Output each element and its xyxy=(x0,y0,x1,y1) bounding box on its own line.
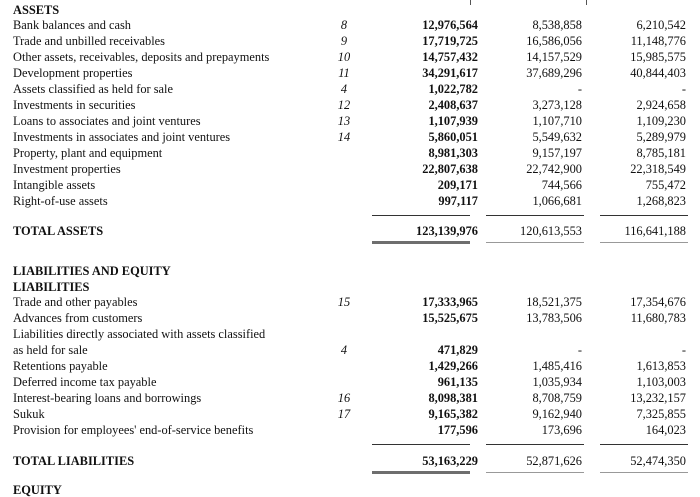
row-value-current: 1,022,782 xyxy=(428,82,478,96)
row-value-prior: 173,696 xyxy=(541,423,582,437)
row-note-ref: 10 xyxy=(337,50,351,64)
row-value-opening: 22,318,549 xyxy=(630,162,686,176)
total-liabilities-opening: 52,474,350 xyxy=(630,454,686,468)
total-rule xyxy=(486,472,584,473)
row-value-opening: 1,109,230 xyxy=(636,114,686,128)
row-label: Investments in securities xyxy=(13,98,136,112)
row-value-prior: 8,708,759 xyxy=(532,391,582,405)
row-label: Property, plant and equipment xyxy=(13,146,163,160)
row-value-prior: 5,549,632 xyxy=(532,130,582,144)
row-label: Assets classified as held for sale xyxy=(13,82,174,96)
row-value-prior: 14,157,529 xyxy=(526,50,582,64)
row-value-prior: 1,107,710 xyxy=(532,114,582,128)
row-label: Trade and unbilled receivables xyxy=(13,34,165,48)
row-label: Liabilities directly associated with assets classified xyxy=(13,327,266,341)
row-value-prior: 1,066,681 xyxy=(532,194,582,208)
row-label: Sukuk xyxy=(13,407,45,421)
total-rule xyxy=(486,242,584,243)
row-value-opening: 5,289,979 xyxy=(636,130,686,144)
liabilities-heading: LIABILITIES xyxy=(13,280,90,294)
total-assets-label: TOTAL ASSETS xyxy=(13,224,104,238)
total-rule xyxy=(600,242,688,243)
row-note-ref: 15 xyxy=(337,295,351,309)
subtotal-rule xyxy=(600,444,688,445)
row-value-prior: 1,485,416 xyxy=(532,359,582,373)
row-value-opening: 11,148,776 xyxy=(630,34,686,48)
row-value-opening: 15,985,575 xyxy=(630,50,686,64)
row-label: Intangible assets xyxy=(13,178,96,192)
row-value-current: 17,719,725 xyxy=(422,34,478,48)
row-label: Provision for employees' end-of-service benefits xyxy=(13,423,254,437)
row-note-ref: 8 xyxy=(340,18,348,32)
subtotal-rule xyxy=(372,215,470,216)
row-value-opening: 7,325,855 xyxy=(636,407,686,421)
total-assets-current: 123,139,976 xyxy=(416,224,478,238)
row-value-opening: 1,268,823 xyxy=(636,194,686,208)
row-label: Right-of-use assets xyxy=(13,194,108,208)
column-divider-tick xyxy=(470,0,471,5)
row-label: Other assets, receivables, deposits and prepayments xyxy=(13,50,270,64)
row-note-ref: 11 xyxy=(338,66,350,80)
row-value-current: 471,829 xyxy=(437,343,478,357)
row-value-current: 34,291,617 xyxy=(422,66,478,80)
row-value-current: 12,976,564 xyxy=(422,18,478,32)
row-value-current: 1,429,266 xyxy=(428,359,478,373)
total-rule xyxy=(600,472,688,473)
row-note-ref: 14 xyxy=(337,130,351,144)
row-value-opening: 6,210,542 xyxy=(636,18,686,32)
total-assets-opening: 116,641,188 xyxy=(624,224,686,238)
subtotal-rule xyxy=(600,215,688,216)
row-value-opening: - xyxy=(681,343,686,357)
row-note-ref: 16 xyxy=(337,391,351,405)
row-label: Trade and other payables xyxy=(13,295,138,309)
subtotal-rule xyxy=(486,215,584,216)
column-divider-tick xyxy=(586,0,587,5)
row-label: Advances from customers xyxy=(13,311,143,325)
row-value-prior: 1,035,934 xyxy=(532,375,582,389)
row-label: Interest-bearing loans and borrowings xyxy=(13,391,202,405)
row-value-prior: - xyxy=(577,343,582,357)
total-liabilities-current: 53,163,229 xyxy=(422,454,478,468)
row-value-prior: 3,273,128 xyxy=(532,98,582,112)
row-value-prior: 22,742,900 xyxy=(526,162,582,176)
total-liabilities-label: TOTAL LIABILITIES xyxy=(13,454,135,468)
row-label: Development properties xyxy=(13,66,133,80)
row-value-current: 17,333,965 xyxy=(422,295,478,309)
row-value-opening: - xyxy=(681,82,686,96)
total-double-rule xyxy=(372,471,470,474)
row-label: Loans to associates and joint ventures xyxy=(13,114,201,128)
row-note-ref: 4 xyxy=(340,343,348,357)
row-value-prior: 744,566 xyxy=(541,178,582,192)
row-value-prior: 37,689,296 xyxy=(526,66,582,80)
row-value-opening: 1,103,003 xyxy=(636,375,686,389)
row-note-ref: 9 xyxy=(340,34,348,48)
row-value-opening: 40,844,403 xyxy=(630,66,686,80)
row-label: Deferred income tax payable xyxy=(13,375,157,389)
row-note-ref: 13 xyxy=(337,114,351,128)
row-label: Retentions payable xyxy=(13,359,108,373)
row-value-prior: 9,157,197 xyxy=(532,146,582,160)
liabilities-equity-heading: LIABILITIES AND EQUITY xyxy=(13,264,171,278)
subtotal-rule xyxy=(372,444,470,445)
row-value-current: 1,107,939 xyxy=(428,114,478,128)
row-value-opening: 8,785,181 xyxy=(636,146,686,160)
row-value-current: 15,525,675 xyxy=(422,311,478,325)
row-value-opening: 13,232,157 xyxy=(630,391,686,405)
row-value-current: 961,135 xyxy=(437,375,478,389)
row-value-current: 8,098,381 xyxy=(428,391,478,405)
row-label: Investment properties xyxy=(13,162,121,176)
row-value-opening: 17,354,676 xyxy=(630,295,686,309)
row-note-ref: 17 xyxy=(337,407,351,421)
row-value-prior: 8,538,858 xyxy=(532,18,582,32)
row-value-current: 209,171 xyxy=(437,178,478,192)
row-label: Bank balances and cash xyxy=(13,18,132,32)
row-value-prior: - xyxy=(577,82,582,96)
total-double-rule xyxy=(372,241,470,244)
row-value-opening: 11,680,783 xyxy=(630,311,686,325)
row-label: Investments in associates and joint ventures xyxy=(13,130,231,144)
row-note-ref: 4 xyxy=(340,82,348,96)
row-value-opening: 164,023 xyxy=(645,423,686,437)
assets-heading: ASSETS xyxy=(13,3,60,17)
row-value-opening: 755,472 xyxy=(645,178,686,192)
row-value-current: 8,981,303 xyxy=(428,146,478,160)
row-value-current: 177,596 xyxy=(437,423,478,437)
total-liabilities-prior: 52,871,626 xyxy=(526,454,582,468)
total-assets-prior: 120,613,553 xyxy=(520,224,582,238)
row-value-current: 22,807,638 xyxy=(422,162,478,176)
row-value-current: 2,408,637 xyxy=(428,98,478,112)
row-value-opening: 1,613,853 xyxy=(636,359,686,373)
row-value-prior: 13,783,506 xyxy=(526,311,582,325)
row-note-ref: 12 xyxy=(337,98,351,112)
row-value-prior: 16,586,056 xyxy=(526,34,582,48)
row-value-current: 997,117 xyxy=(438,194,478,208)
row-value-prior: 9,162,940 xyxy=(532,407,582,421)
equity-heading-cut: EQUITY xyxy=(13,483,62,497)
row-value-current: 5,860,051 xyxy=(428,130,478,144)
row-value-prior: 18,521,375 xyxy=(526,295,582,309)
row-value-opening: 2,924,658 xyxy=(636,98,686,112)
row-label: as held for sale xyxy=(13,343,88,357)
row-value-current: 14,757,432 xyxy=(422,50,478,64)
row-value-current: 9,165,382 xyxy=(428,407,478,421)
subtotal-rule xyxy=(486,444,584,445)
